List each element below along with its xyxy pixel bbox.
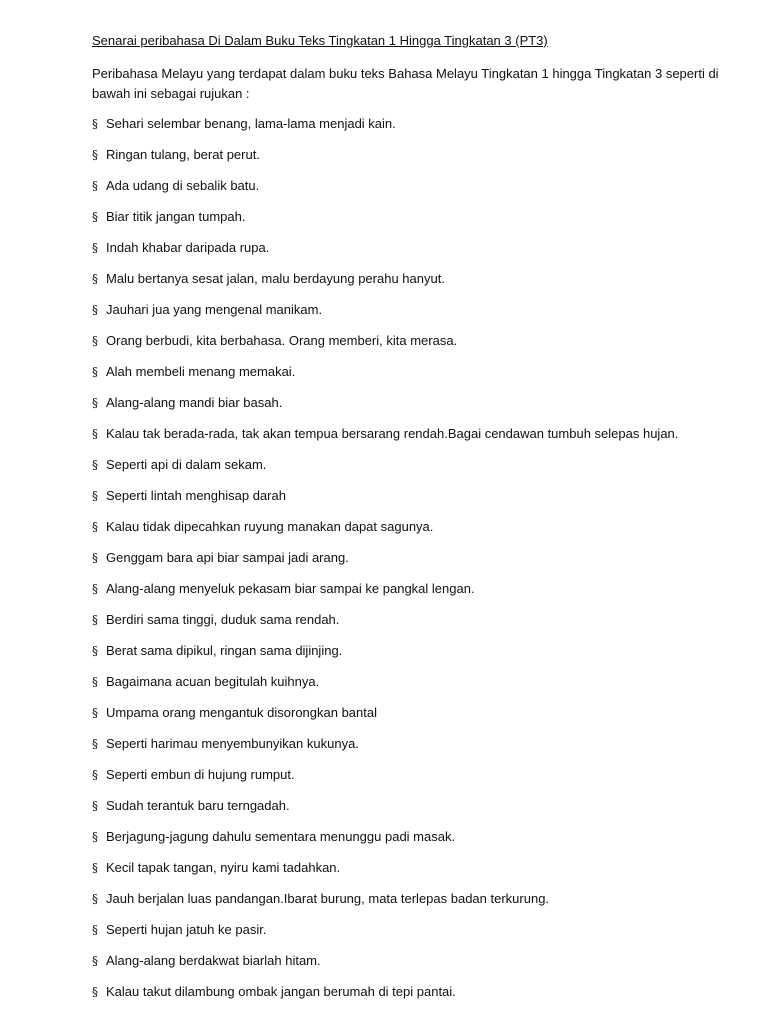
proverb-text: Malu bertanya sesat jalan, malu berdayung perahu hanyut. (106, 271, 445, 286)
proverb-text: Seperti lintah menghisap darah (106, 488, 286, 503)
bullet-icon: § (92, 365, 98, 379)
proverb-item (92, 208, 678, 239)
proverb-text: Berdiri sama tinggi, duduk sama rendah. (106, 612, 340, 627)
proverb-item (92, 828, 678, 859)
bullet-icon: § (92, 117, 98, 131)
proverb-text: Indah khabar daripada rupa. (106, 240, 270, 255)
proverb-text: Ada udang di sebalik batu. (106, 178, 260, 193)
bullet-icon: § (92, 427, 98, 441)
bullet-icon: § (92, 830, 98, 844)
proverb-text: Berjagung-jagung dahulu sementara menunggu padi masak. (106, 829, 456, 844)
bullet-icon: § (92, 241, 98, 255)
proverb-text: Genggam bara api biar sampai jadi arang. (106, 550, 349, 565)
bullet-icon: § (92, 799, 98, 813)
proverb-item (92, 487, 678, 518)
proverb-item (92, 425, 678, 456)
proverb-item (92, 952, 678, 983)
bullet-icon: § (92, 737, 98, 751)
proverb-text: Jauhari jua yang mengenal manikam. (106, 302, 323, 317)
proverb-text: Kalau tidak dipecahkan ruyung manakan dapat sagunya. (106, 519, 434, 534)
proverb-text: Alang-alang menyeluk pekasam biar sampai ke pangkal lengan. (106, 581, 475, 596)
bullet-icon: § (92, 334, 98, 348)
proverb-item (92, 549, 678, 580)
bullet-icon: § (92, 706, 98, 720)
proverb-text: Kecil tapak tangan, nyiru kami tadahkan. (106, 860, 341, 875)
document-title: Senarai peribahasa Di Dalam Buku Teks Tingkatan 1 Hingga Tingkatan 3 (PT3) (92, 33, 548, 48)
proverb-item (92, 704, 678, 735)
proverb-item (92, 301, 678, 332)
bullet-icon: § (92, 954, 98, 968)
bullet-icon: § (92, 613, 98, 627)
proverb-item (92, 177, 678, 208)
proverb-item (92, 394, 678, 425)
bullet-icon: § (92, 489, 98, 503)
proverb-text: Seperti hujan jatuh ke pasir. (106, 922, 267, 937)
proverb-text: Biar titik jangan tumpah. (106, 209, 246, 224)
proverb-text: Sehari selembar benang, lama-lama menjadi kain. (106, 116, 396, 131)
proverb-text: Sudah terantuk baru terngadah. (106, 798, 290, 813)
bullet-icon: § (92, 148, 98, 162)
bullet-icon: § (92, 768, 98, 782)
proverb-text: Seperti api di dalam sekam. (106, 457, 267, 472)
bullet-icon: § (92, 675, 98, 689)
bullet-icon: § (92, 272, 98, 286)
bullet-icon: § (92, 985, 98, 999)
proverb-text: Alah membeli menang memakai. (106, 364, 296, 379)
proverb-text: Kalau tak berada-rada, tak akan tempua bersarang rendah.Bagai cendawan tumbuh selepas hujan. (106, 426, 679, 441)
bullet-icon: § (92, 644, 98, 658)
bullet-icon: § (92, 861, 98, 875)
proverb-text: Orang berbudi, kita berbahasa. Orang memberi, kita merasa. (106, 333, 458, 348)
proverb-text: Alang-alang mandi biar basah. (106, 395, 283, 410)
bullet-icon: § (92, 520, 98, 534)
proverb-item (92, 332, 678, 363)
proverb-item (92, 797, 678, 828)
proverb-item (92, 363, 678, 394)
bullet-icon: § (92, 582, 98, 596)
proverb-text: Jauh berjalan luas pandangan.Ibarat burung, mata terlepas badan terkurung. (106, 891, 550, 906)
proverb-item (92, 146, 678, 177)
proverb-item (92, 239, 678, 270)
proverb-item (92, 921, 678, 952)
proverb-item (92, 735, 678, 766)
intro-paragraph: Peribahasa Melayu yang terdapat dalam buku teks Bahasa Melayu Tingkatan 1 hingga Tingkatan 3 seperti di bawah ini sebagai rujukan : (92, 66, 719, 101)
proverb-text: Seperti harimau menyembunyikan kukunya. (106, 736, 359, 751)
bullet-icon: § (92, 551, 98, 565)
proverb-item (92, 673, 678, 704)
proverb-text: Kalau takut dilambung ombak jangan berumah di tepi pantai. (106, 984, 456, 999)
bullet-icon: § (92, 923, 98, 937)
bullet-icon: § (92, 458, 98, 472)
proverb-item (92, 270, 678, 301)
proverb-item (92, 983, 678, 1014)
proverb-item (92, 766, 678, 797)
proverb-list (92, 115, 678, 1014)
proverb-item (92, 859, 678, 890)
proverb-text: Seperti embun di hujung rumput. (106, 767, 295, 782)
proverb-item (92, 580, 678, 611)
proverb-item (92, 890, 678, 921)
bullet-icon: § (92, 179, 98, 193)
proverb-text: Umpama orang mengantuk disorongkan bantal (106, 705, 378, 720)
bullet-icon: § (92, 303, 98, 317)
proverb-item (92, 642, 678, 673)
bullet-icon: § (92, 210, 98, 224)
proverb-item (92, 518, 678, 549)
bullet-icon: § (92, 892, 98, 906)
proverb-item (92, 115, 678, 146)
proverb-text: Alang-alang berdakwat biarlah hitam. (106, 953, 321, 968)
bullet-icon: § (92, 396, 98, 410)
proverb-text: Ringan tulang, berat perut. (106, 147, 260, 162)
proverb-item (92, 456, 678, 487)
proverb-text: Bagaimana acuan begitulah kuihnya. (106, 674, 320, 689)
proverb-item (92, 611, 678, 642)
proverb-text: Berat sama dipikul, ringan sama dijinjing. (106, 643, 343, 658)
